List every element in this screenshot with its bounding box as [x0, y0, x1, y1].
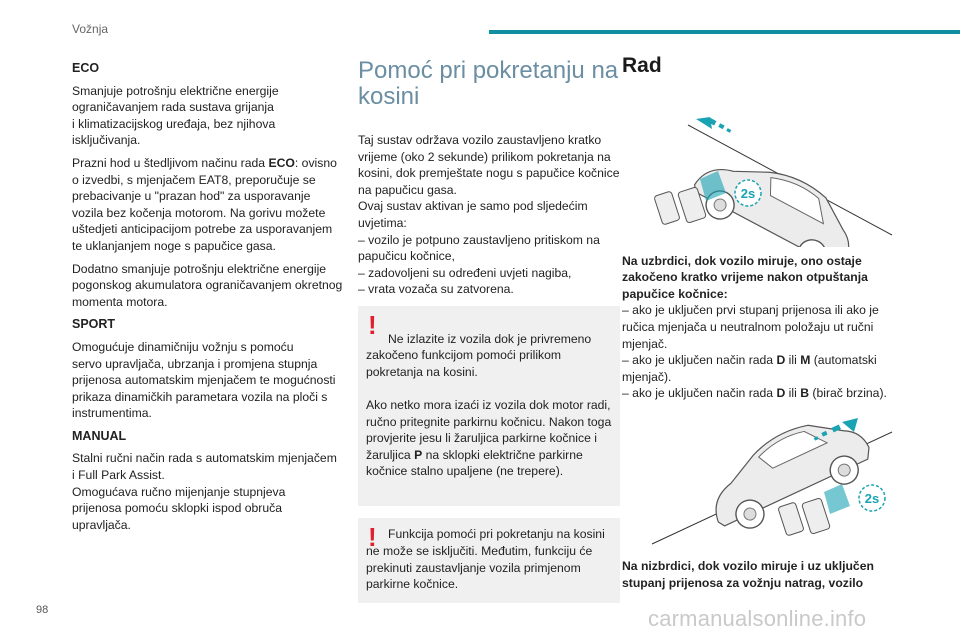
- eco-p2-text-c: : ovisno o izvedbi, s mjenjačem EAT8, preporučuje se prebacivanje u "prazan hod" za usporavanje vozila bez kočenja motorom. Na gorivu možete uštedjeti anticipacijom potrebe za usporavanjem te uklanjanjem noge s papučice gasa.: [72, 155, 337, 253]
- hsa-paragraph-2: Ovaj sustav aktivan je samo pod sljedećim uvjetima: – vozilo je potpuno zaustavljeno pritiskom na papučicu kočnice, – zadovoljeni su određeni uvjeti nagiba, – vrata vozača su zatvorena.: [358, 199, 600, 297]
- page-number: 98: [36, 604, 49, 616]
- uphill-item-2: [622, 352, 902, 385]
- warning-2-text: Funkcija pomoći pri pokretanju na kosini ne može se isključiti. Međutim, funkciju će prekinuti zaustavljanje vozila primjenom parkirne kočnice.: [366, 527, 605, 592]
- warning-1-rest-bold: P: [414, 447, 423, 462]
- li3-d: B: [800, 386, 810, 401]
- li2-c: ili: [785, 353, 801, 368]
- two-seconds-badge-2: 2s: [864, 490, 880, 506]
- eco-paragraph-3: Dodatno smanjuje potrošnju električne energije pogonskog akumulatora ograničavanjem okretnog momenta motora.: [72, 261, 343, 309]
- operation-title: Rad: [622, 54, 662, 77]
- eco-paragraph-2: [72, 155, 344, 255]
- eco-p2-text-a: Prazni hod u štedljivom načinu rada: [72, 155, 269, 170]
- sport-paragraph: Omogućuje dinamičniju vožnju s pomoću servo upravljača, ubrzanja i promjena stupnja prijenosa automatskim mjenjačem te mogućnosti prikaza dinamičkih parametara vozila na ploči s instrumentima.: [72, 339, 336, 421]
- eco-p2-bold: ECO: [268, 155, 295, 170]
- warning-1-rest-c: na sklopki električne parkirne kočnice stalno upaljene (ne trepere).: [366, 447, 583, 479]
- li3-e: (birač brzina).: [809, 386, 887, 401]
- downhill-illustration: [622, 412, 902, 552]
- column-drive-modes: [72, 60, 344, 539]
- warning-exclamation-icon: !: [368, 309, 377, 340]
- warning-box-2: [358, 518, 620, 602]
- manual-paragraph-1: Stalni ručni način rada s automatskim mjenjačem i Full Park Assist.: [72, 451, 337, 483]
- li3-b: D: [776, 386, 786, 401]
- uphill-intro: Na uzbrdici, dok vozilo miruje, ono ostaje zakočeno kratko vrijeme nakon otpuštanja papučice kočnice:: [622, 253, 868, 301]
- li3-a: – ako je uključen način rada: [622, 386, 777, 401]
- uphill-illustration: [622, 97, 902, 247]
- watermark: carmanualsonline.info: [648, 606, 867, 631]
- column-hill-start-assist: [358, 58, 620, 615]
- li2-e: (automatski mjenjač).: [622, 353, 877, 384]
- downhill-car-illustration: [622, 412, 902, 552]
- manual-paragraph-2: Omogućava ručno mijenjanje stupnjeva prijenosa pomoću sklopki ispod obruča upravljača.: [72, 484, 286, 532]
- li2-d: M: [800, 353, 811, 368]
- warning-1-rest-a: Ako netko mora izaći iz vozila dok motor radi, ručno pritegnite parkirnu kočnicu. Nakon toga provjerite jesu li žaruljica parkirne kočnice i žaruljica: [366, 397, 612, 462]
- uphill-car-illustration: [622, 97, 902, 247]
- warning-exclamation-icon: !: [368, 522, 377, 553]
- li2-a: – ako je uključen način rada: [622, 353, 777, 368]
- warning-box-1: [358, 306, 620, 507]
- section-title: Pomoć pri pokretanju na kosini: [358, 57, 619, 110]
- warning-1-rest: [366, 397, 612, 480]
- eco-paragraph-1: Smanjuje potrošnju električne energije ograničavanjem rada sustava grijanja i klimatizacijskog uređaja, bez njihova isključivanja.: [72, 83, 279, 148]
- uphill-item-1: – ako je uključen prvi stupanj prijenosa ili ako je ručica mjenjača u neutralnom položaju ut ručni mjenjač.: [622, 303, 879, 351]
- downhill-intro: Na nizbrdici, dok vozilo miruje i uz uključen stupanj prijenosa za vožnju natrag, vozilo: [622, 558, 874, 590]
- running-header: Vožnja: [72, 22, 109, 36]
- column-operation: [622, 54, 902, 597]
- header-accent-bar: [489, 30, 960, 34]
- two-seconds-badge: 2s: [740, 185, 756, 201]
- manual-heading: MANUAL: [72, 428, 127, 443]
- hsa-paragraph-1: Taj sustav održava vozilo zaustavljeno kratko vrijeme (oko 2 sekunde) prilikom pokretanja na kosini, dok premještate nogu s papučice kočnice na papučicu gasa.: [358, 133, 620, 197]
- eco-heading: ECO: [72, 61, 100, 75]
- li3-c: ili: [785, 386, 801, 401]
- sport-heading: SPORT: [72, 317, 116, 332]
- uphill-item-3: [622, 385, 902, 402]
- warning-1-first: Ne izlazite iz vozila dok je privremeno zakočeno funkcijom pomoći prilikom pokretanja na kosini.: [366, 331, 592, 379]
- li2-b: D: [776, 353, 786, 368]
